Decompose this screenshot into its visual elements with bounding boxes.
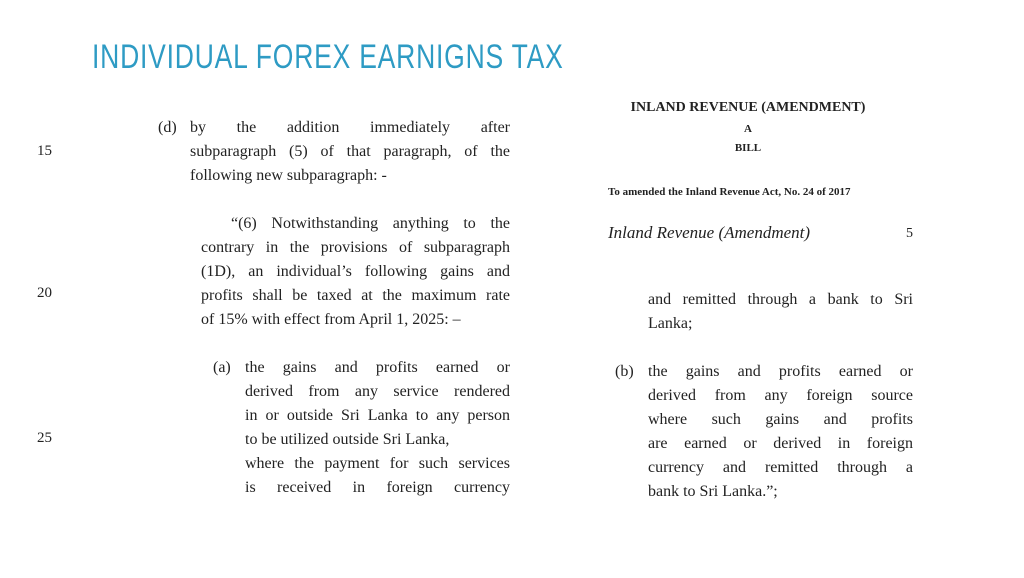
item-d-line: by the addition immediately after bbox=[190, 119, 510, 136]
continuation-line: Lanka; bbox=[648, 315, 693, 332]
item-b-text bbox=[648, 360, 913, 504]
item-a-line: to be utilized outside Sri Lanka, bbox=[245, 431, 450, 448]
item-d-line: following new subparagraph: - bbox=[190, 167, 387, 184]
item-a-line: where the payment for such services bbox=[245, 455, 510, 472]
bill-heading: INLAND REVENUE (AMENDMENT) bbox=[630, 100, 866, 115]
subparagraph-6-text bbox=[201, 212, 510, 332]
bill-a-label: A bbox=[744, 123, 752, 135]
subparagraph-6-line: profits shall be taxed at the maximum rate bbox=[201, 287, 510, 304]
bill-header bbox=[608, 100, 888, 154]
item-d-marker: (d) bbox=[158, 119, 177, 136]
line-number-25: 25 bbox=[37, 430, 52, 446]
item-b-marker: (b) bbox=[615, 363, 634, 380]
continuation-line: and remitted through a bank to Sri bbox=[648, 291, 913, 308]
subparagraph-6-line: contrary in the provisions of subparagraph bbox=[201, 239, 510, 256]
page-number: 5 bbox=[906, 226, 913, 241]
continuation-text bbox=[648, 288, 913, 336]
item-a-line: in or outside Sri Lanka to any person bbox=[245, 407, 510, 424]
item-a-marker: (a) bbox=[213, 359, 231, 376]
amended-act-line: To amended the Inland Revenue Act, No. 24 of 2017 bbox=[608, 186, 851, 198]
item-a-line: derived from any service rendered bbox=[245, 383, 510, 400]
item-b-line: where such gains and profits bbox=[648, 411, 913, 428]
item-a-line: is received in foreign currency bbox=[245, 479, 510, 496]
subparagraph-6-line: (1D), an individual’s following gains and bbox=[201, 263, 510, 280]
item-a-text bbox=[245, 356, 510, 500]
item-d-text bbox=[190, 116, 510, 188]
subparagraph-6-line: of 15% with effect from April 1, 2025: – bbox=[201, 311, 461, 328]
item-b-line: the gains and profits earned or bbox=[648, 363, 913, 380]
bill-label: BILL bbox=[734, 142, 762, 154]
item-d-line: subparagraph (5) of that paragraph, of the bbox=[190, 143, 510, 160]
item-b-line: bank to Sri Lanka.”; bbox=[648, 483, 778, 500]
item-b-line: currency and remitted through a bbox=[648, 459, 913, 476]
item-b-line: derived from any foreign source bbox=[648, 387, 913, 404]
line-number-15: 15 bbox=[37, 143, 52, 159]
subparagraph-6-line: “(6) Notwithstanding anything to the bbox=[231, 215, 510, 232]
running-head: Inland Revenue (Amendment) bbox=[608, 223, 811, 242]
line-number-20: 20 bbox=[37, 285, 52, 301]
item-b-line: are earned or derived in foreign bbox=[648, 435, 913, 452]
slide-title: INDIVIDUAL FOREX EARNIGNS TAX bbox=[92, 38, 564, 76]
item-a-line: the gains and profits earned or bbox=[245, 359, 510, 376]
